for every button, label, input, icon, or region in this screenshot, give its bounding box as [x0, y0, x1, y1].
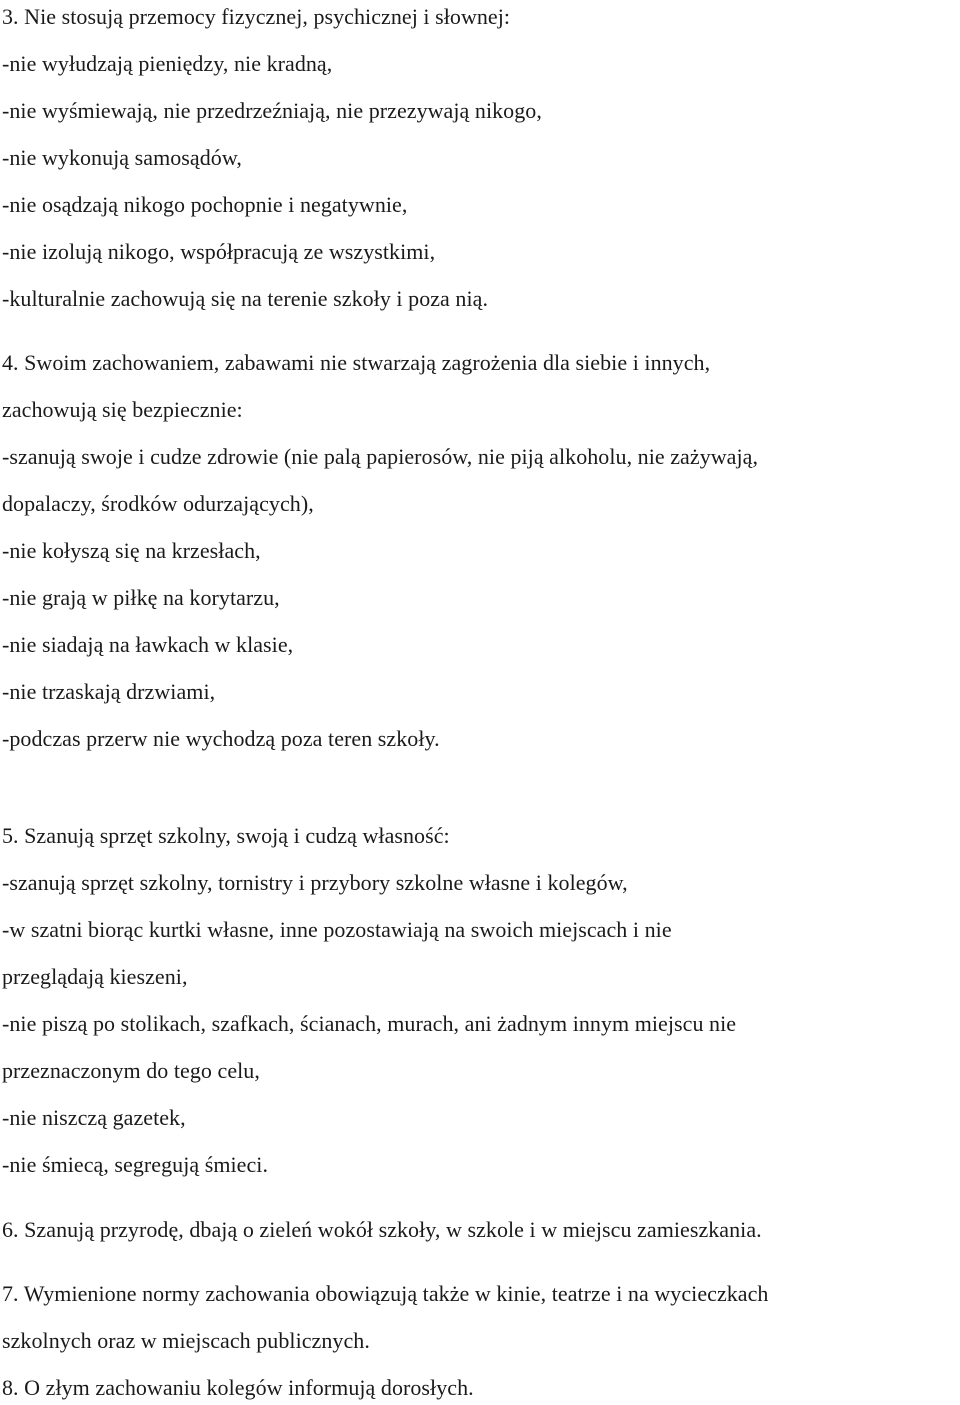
- section-4-heading: 4. Swoim zachowaniem, zabawami nie stwarzają zagrożenia dla siebie i innych,: [2, 350, 711, 375]
- section-5-item: -w szatni biorąc kurtki własne, inne pozostawiają na swoich miejscach i nie: [2, 917, 672, 942]
- section-3-item: -nie izolują nikogo, współpracują ze wszystkimi,: [2, 239, 436, 264]
- section-7-text-continued: szkolnych oraz w miejscach publicznych.: [2, 1328, 370, 1353]
- section-3-item: -nie wyłudzają pieniędzy, nie kradną,: [2, 51, 333, 76]
- section-5-item: -nie niszczą gazetek,: [2, 1105, 186, 1130]
- section-5-item: przeznaczonym do tego celu,: [2, 1058, 260, 1083]
- section-3-heading: 3. Nie stosują przemocy fizycznej, psychicznej i słownej:: [2, 4, 511, 29]
- section-7-text: 7. Wymienione normy zachowania obowiązują także w kinie, teatrze i na wycieczkach: [2, 1281, 769, 1306]
- section-4-item: -nie kołyszą się na krzesłach,: [2, 538, 261, 563]
- section-4-item: dopalaczy, środków odurzających),: [2, 491, 314, 516]
- section-4-item: -nie grają w piłkę na korytarzu,: [2, 585, 280, 610]
- section-3-item: -kulturalnie zachowują się na terenie szkoły i poza nią.: [2, 286, 488, 311]
- section-5-item: -szanują sprzęt szkolny, tornistry i przybory szkolne własne i kolegów,: [2, 870, 628, 895]
- section-4-item: -podczas przerw nie wychodzą poza teren szkoły.: [2, 726, 440, 751]
- section-4-item: -nie trzaskają drzwiami,: [2, 679, 216, 704]
- section-5-item: -nie śmiecą, segregują śmieci.: [2, 1152, 269, 1177]
- section-4-heading-continued: zachowują się bezpiecznie:: [2, 397, 243, 422]
- section-5-item: -nie piszą po stolikach, szafkach, ścianach, murach, ani żadnym innym miejscu nie: [2, 1011, 737, 1036]
- section-4-item: -nie siadają na ławkach w klasie,: [2, 632, 294, 657]
- section-8-text: 8. O złym zachowaniu kolegów informują dorosłych.: [2, 1375, 474, 1400]
- section-5-heading: 5. Szanują sprzęt szkolny, swoją i cudzą własność:: [2, 823, 450, 848]
- section-3-item: -nie osądzają nikogo pochopnie i negatywnie,: [2, 192, 408, 217]
- section-5-item: przeglądają kieszeni,: [2, 964, 188, 989]
- section-6-text: 6. Szanują przyrodę, dbają o zieleń wokół szkoły, w szkole i w miejscu zamieszkania.: [2, 1217, 762, 1242]
- section-4-item: -szanują swoje i cudze zdrowie (nie palą papierosów, nie piją alkoholu, nie zażywają,: [2, 444, 759, 469]
- section-3-item: -nie wyśmiewają, nie przedrzeźniają, nie przezywają nikogo,: [2, 98, 542, 123]
- section-3-item: -nie wykonują samosądów,: [2, 145, 242, 170]
